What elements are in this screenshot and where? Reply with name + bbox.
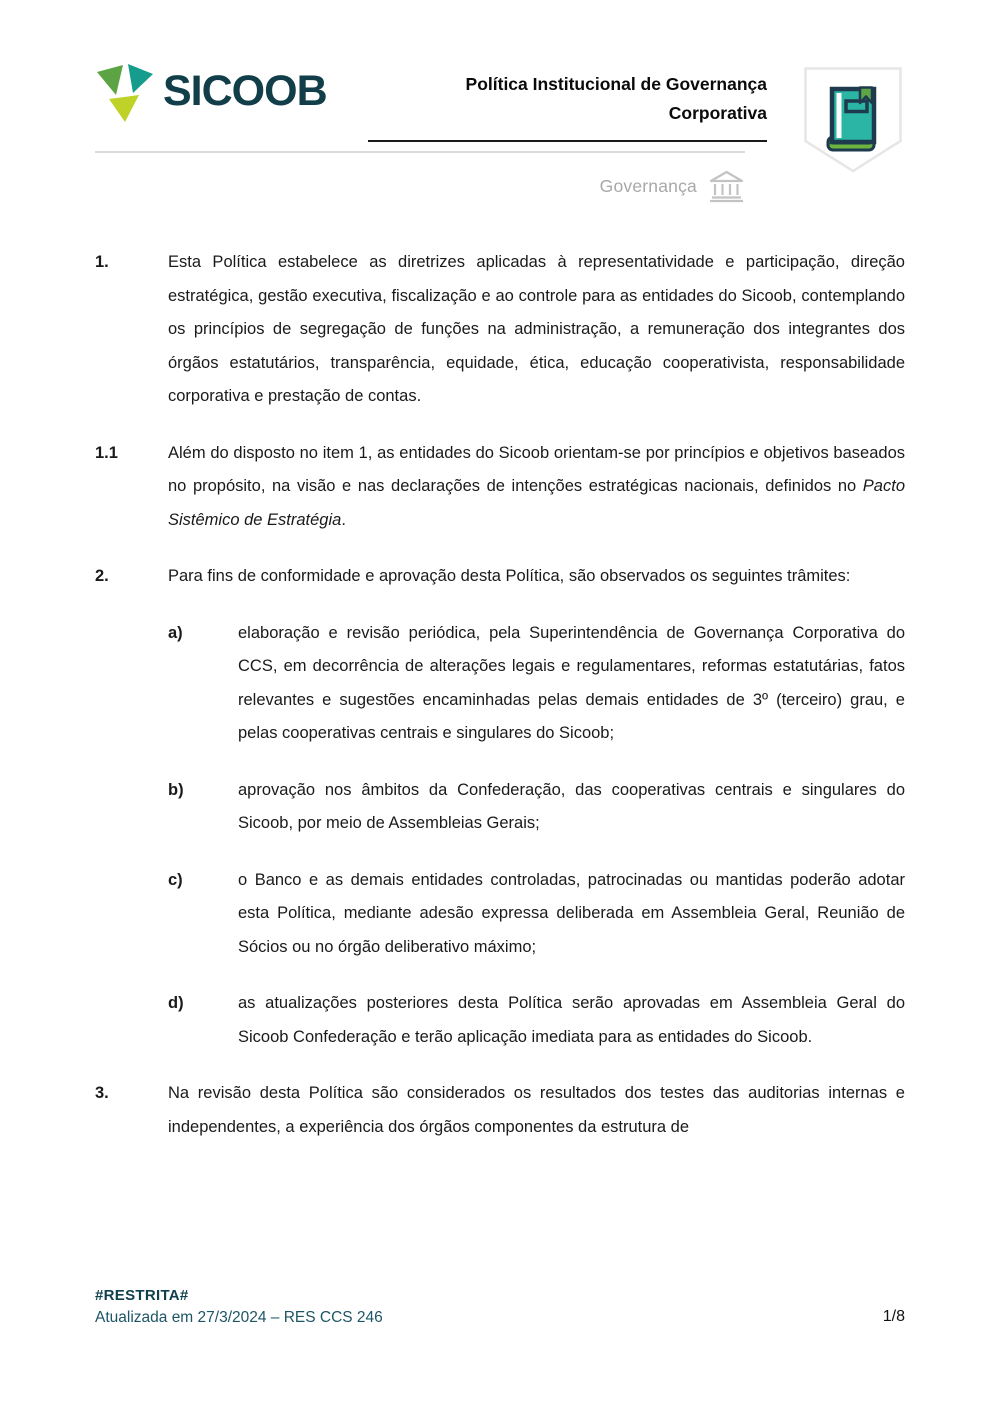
category-label: Governança xyxy=(599,176,697,196)
bank-icon xyxy=(708,170,745,203)
paragraph-marker: 1. xyxy=(95,253,109,271)
list-item-c xyxy=(168,864,905,965)
paragraph-1 xyxy=(95,246,905,414)
category-row xyxy=(600,170,745,203)
page-number: 1/8 xyxy=(882,1308,905,1325)
list-item-marker: b) xyxy=(168,780,184,799)
paragraph-text xyxy=(168,437,905,538)
footer xyxy=(95,1287,905,1327)
paragraph-3 xyxy=(95,1077,905,1144)
list-item-marker: c) xyxy=(168,870,183,889)
list-item-text: as atualizações posteriores desta Política serão aprovadas em Assembleia Geral do Sicoob Confederação e terão aplicação imediata para as entidades do Sicoob. xyxy=(238,994,905,1046)
document-title-line2: Corporativa xyxy=(668,103,767,123)
book-badge-icon xyxy=(804,67,902,173)
paragraph-text: Na revisão desta Política são considerados os resultados dos testes das auditorias internas e independentes, a experiência dos órgãos componentes da estrutura de xyxy=(168,1084,905,1136)
list-item-text: elaboração e revisão periódica, pela Superintendência de Governança Corporativa do CCS, em decorrência de alterações legais e regulamentares, reformas estatutárias, fatos relevantes e sugestões encaminhadas pelas demais entidades de 3º (terceiro) grau, e pelas cooperativas centrais e singulares do Sicoob; xyxy=(238,623,905,742)
list-item-marker: a) xyxy=(168,623,183,642)
paragraph-marker: 1.1 xyxy=(95,443,118,462)
paragraph-marker: 2. xyxy=(95,567,109,585)
updated-label: Atualizada em 27/3/2024 – RES CCS 246 xyxy=(95,1309,383,1326)
paragraph-marker: 3. xyxy=(95,1084,109,1102)
paragraph-1-1 xyxy=(95,437,905,538)
paragraph-text-italic: Pacto Sistêmico de Estratégia xyxy=(168,477,905,529)
paragraph-text: Para fins de conformidade e aprovação desta Política, são observados os seguintes trâmites: xyxy=(168,567,851,585)
list-item-marker: d) xyxy=(168,994,184,1012)
document-body xyxy=(95,246,905,1167)
footer-left xyxy=(95,1287,383,1327)
corner-badge xyxy=(804,67,902,173)
sicoob-logo xyxy=(95,62,327,125)
list-item-text: o Banco e as demais entidades controladas, patrocinadas ou mantidas poderão adotar esta Política, mediante adesão expressa deliberada em Assembleia Geral, Reunião de Sócios ou no órgão deliberativo máximo; xyxy=(238,870,905,956)
header-divider xyxy=(95,151,745,153)
list-item-d xyxy=(168,987,905,1054)
paragraph-text: Esta Política estabelece as diretrizes aplicadas à representatividade e participação, direção estratégica, gestão executiva, fiscalização e ao controle para as entidades do Sicoob, contemplando os princípios de segregação de funções na administração, a remuneração dos integrantes dos órgãos estatutários, transparência, equidade, ética, educação cooperativista, responsabilidade corporativa e prestação de contas. xyxy=(168,253,905,405)
list-item-a xyxy=(168,617,905,751)
paragraph-text-suffix: . xyxy=(341,510,346,529)
classification-label: #RESTRITA# xyxy=(95,1287,189,1304)
paragraph-2 xyxy=(95,560,905,594)
sicoob-logo-mark-icon xyxy=(95,62,155,125)
sicoob-logo-text: SICOOB xyxy=(163,67,327,115)
document-title xyxy=(368,70,767,142)
document-title-line1: Política Institucional de Governança xyxy=(465,74,767,94)
list-item-b xyxy=(168,774,905,841)
list-item-text: aprovação nos âmbitos da Confederação, das cooperativas centrais e singulares do Sicoob, por meio de Assembleias Gerais; xyxy=(238,780,905,832)
paragraph-text-plain: Além do disposto no item 1, as entidades do Sicoob orientam-se por princípios e objetivos baseados no propósito, na visão e nas declarações de intenções estratégicas nacionais, definidos no xyxy=(168,443,905,495)
